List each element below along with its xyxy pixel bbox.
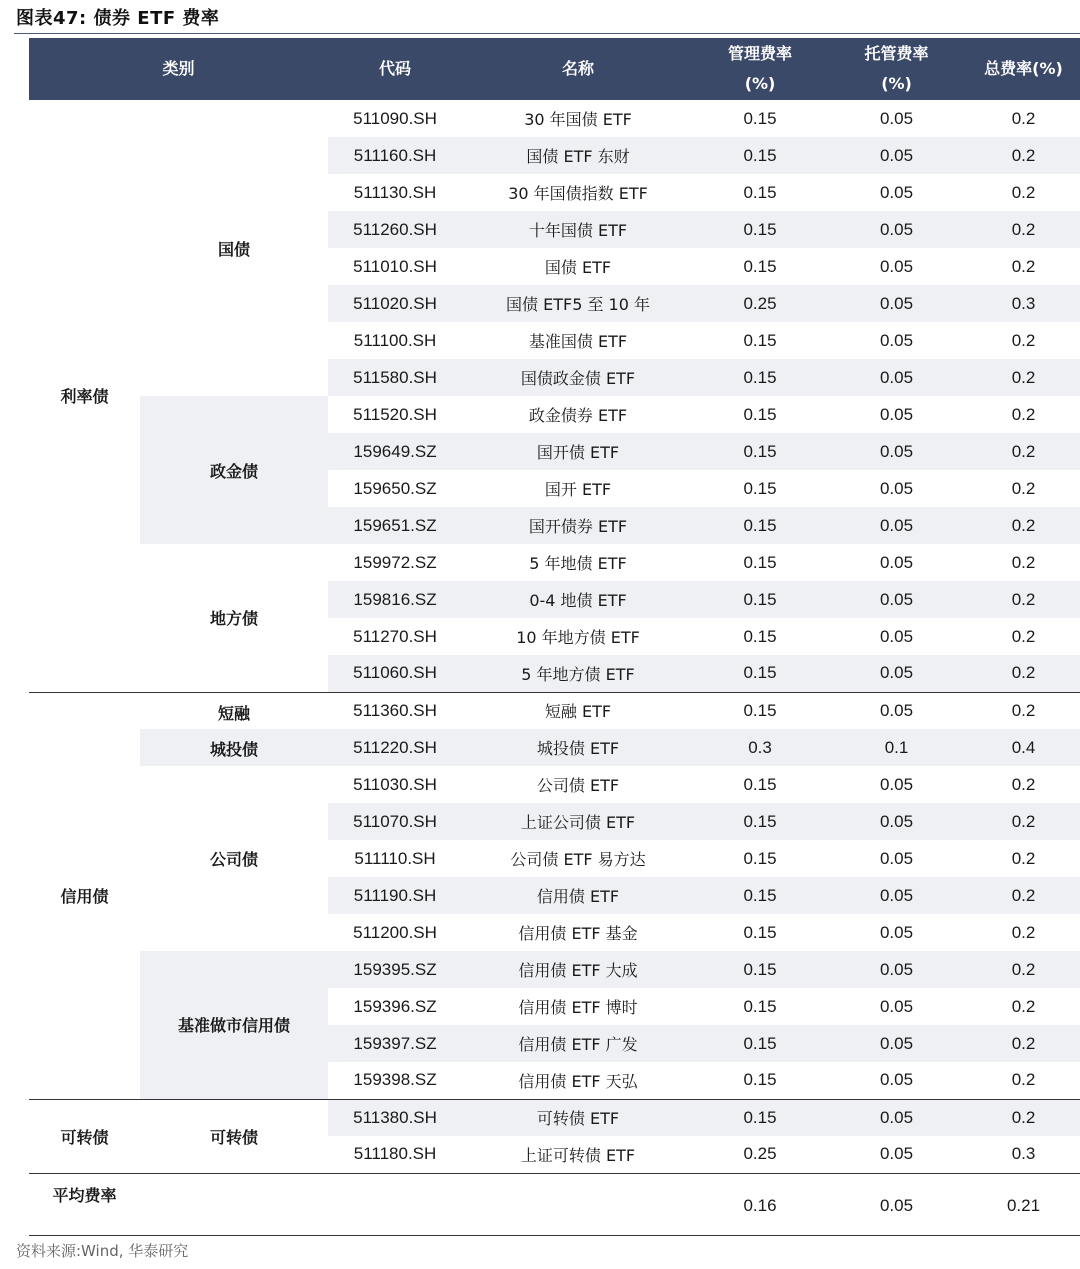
group-credit-bond: 信用债 (29, 692, 140, 1099)
cell-name: 城投债 ETF (462, 729, 694, 766)
cell-code: 159650.SZ (353, 478, 437, 498)
cell-code: 511110.SH (354, 848, 436, 868)
subgroup-treasury: 国债 (218, 239, 251, 259)
cell-name: 5 年地债 ETF (529, 554, 627, 573)
cell-name: 信用债 ETF 大成 (462, 951, 694, 988)
cell-mgmt-fee: 0.15 (743, 922, 777, 942)
cell-total-fee: 0.2 (1011, 922, 1036, 942)
cell-total-fee: 0.2 (967, 137, 1080, 174)
cell-name: 基准国债 ETF (528, 332, 628, 351)
cell-mgmt-fee: 0.15 (694, 951, 826, 988)
cell-name: 10 年地方债 ETF (516, 628, 640, 647)
cell-code: 511160.SH (328, 137, 462, 174)
page-title: 图表47: 债券 ETF 费率 (16, 8, 220, 29)
cell-name: 国开债 ETF (462, 433, 694, 470)
header-custody-fee-unit: (%) (881, 74, 912, 93)
header-name: 名称 (462, 38, 694, 100)
cell-code: 511130.SH (353, 182, 437, 202)
cell-custody-fee: 0.05 (826, 359, 967, 396)
cell-total-fee: 0.4 (967, 729, 1080, 766)
table-row (29, 766, 1080, 803)
cell-mgmt-fee: 0.15 (694, 655, 826, 692)
cell-custody-fee: 0.05 (879, 182, 914, 202)
cell-total-fee: 0.2 (967, 877, 1080, 914)
average-empty-name (462, 1173, 694, 1218)
table-bottom-divider (29, 1235, 1080, 1236)
cell-custody-fee: 0.05 (879, 552, 914, 572)
cell-code: 511260.SH (328, 211, 462, 248)
cell-code: 511060.SH (328, 655, 462, 692)
cell-mgmt-fee: 0.15 (743, 404, 777, 424)
cell-mgmt-fee: 0.15 (694, 877, 826, 914)
cell-custody-fee: 0.05 (826, 877, 967, 914)
cell-code: 159396.SZ (353, 996, 437, 1016)
cell-total-fee: 0.2 (1011, 996, 1036, 1016)
cell-code: 511010.SH (353, 256, 437, 276)
cell-mgmt-fee: 0.15 (743, 552, 777, 572)
header-mgmt-fee-unit: (%) (744, 74, 776, 93)
cell-name: 国开 ETF (544, 480, 612, 499)
cell-mgmt-fee: 0.15 (694, 581, 826, 618)
cell-code: 511180.SH (353, 1144, 437, 1164)
cell-code: 511220.SH (328, 729, 462, 766)
cell-custody-fee: 0.05 (826, 507, 967, 544)
average-total-fee: 0.21 (967, 1173, 1080, 1218)
subgroup-corporate: 公司债 (210, 850, 259, 869)
cell-mgmt-fee: 0.15 (743, 996, 777, 1016)
cell-total-fee: 0.2 (1011, 848, 1036, 868)
cell-mgmt-fee: 0.15 (694, 692, 826, 729)
cell-code: 159816.SZ (328, 581, 462, 618)
group-convertible: 可转债 (29, 1099, 140, 1173)
cell-mgmt-fee: 0.15 (743, 1070, 777, 1090)
cell-mgmt-fee: 0.15 (743, 848, 777, 868)
cell-name: 信用债 ETF 广发 (462, 1025, 694, 1062)
cell-code: 511270.SH (353, 626, 437, 646)
cell-mgmt-fee: 0.15 (743, 330, 777, 350)
cell-mgmt-fee: 0.15 (743, 182, 777, 202)
cell-custody-fee: 0.05 (879, 996, 914, 1016)
cell-code: 511030.SH (353, 774, 437, 794)
cell-name: 信用债 ETF 博时 (518, 998, 638, 1017)
cell-custody-fee: 0.05 (879, 1144, 914, 1164)
cell-mgmt-fee: 0.15 (743, 774, 777, 794)
table-header-row (29, 38, 1080, 100)
cell-custody-fee: 0.05 (879, 1070, 914, 1090)
cell-name: 信用债 ETF 基金 (518, 924, 638, 943)
cell-total-fee: 0.2 (1011, 108, 1036, 128)
cell-total-fee: 0.3 (1011, 1144, 1036, 1164)
cell-code: 511020.SH (328, 285, 462, 322)
cell-custody-fee: 0.05 (879, 108, 914, 128)
cell-name: 十年国债 ETF (462, 211, 694, 248)
cell-custody-fee: 0.05 (879, 848, 914, 868)
cell-mgmt-fee: 0.15 (743, 626, 777, 646)
header-total-fee: 总费率(%) (967, 38, 1080, 100)
header-category: 类别 (29, 38, 328, 100)
cell-mgmt-fee: 0.25 (694, 285, 826, 322)
cell-total-fee: 0.2 (967, 951, 1080, 988)
cell-code: 511520.SH (353, 404, 437, 424)
cell-mgmt-fee: 0.15 (694, 1025, 826, 1062)
cell-custody-fee: 0.05 (826, 285, 967, 322)
cell-mgmt-fee: 0.25 (743, 1144, 777, 1164)
cell-mgmt-fee: 0.15 (743, 478, 777, 498)
subgroup-short-financing: 短融 (140, 692, 328, 729)
cell-name: 国债 ETF (544, 258, 612, 277)
cell-name: 5 年地方债 ETF (462, 655, 694, 692)
cell-total-fee: 0.2 (1011, 774, 1036, 794)
cell-name: 上证可转债 ETF (520, 1145, 636, 1165)
average-custody-fee: 0.05 (826, 1173, 967, 1218)
cell-name: 可转债 ETF (462, 1099, 694, 1136)
cell-mgmt-fee: 0.15 (694, 433, 826, 470)
cell-code: 159398.SZ (353, 1070, 437, 1090)
cell-total-fee: 0.2 (967, 692, 1080, 729)
header-custody-fee (826, 38, 967, 100)
cell-total-fee: 0.2 (967, 507, 1080, 544)
cell-custody-fee: 0.05 (826, 433, 967, 470)
table-row (29, 100, 1080, 137)
average-row (29, 1173, 1080, 1218)
cell-custody-fee: 0.05 (826, 581, 967, 618)
table-row (29, 951, 1080, 988)
cell-code: 511090.SH (353, 108, 437, 128)
cell-name: 30 年国债指数 ETF (508, 184, 648, 203)
header-custody-fee-label: 托管费率 (864, 44, 929, 63)
cell-code: 511100.SH (353, 330, 437, 350)
cell-mgmt-fee: 0.15 (694, 1099, 826, 1136)
subgroup-local-gov: 地方债 (210, 609, 259, 629)
cell-name: 国债 ETF5 至 10 年 (462, 285, 694, 322)
cell-total-fee: 0.2 (967, 803, 1080, 840)
cell-mgmt-fee: 0.15 (694, 137, 826, 174)
header-code: 代码 (328, 38, 462, 100)
cell-custody-fee: 0.05 (879, 774, 914, 794)
cell-total-fee: 0.2 (967, 655, 1080, 692)
cell-custody-fee: 0.05 (826, 692, 967, 729)
cell-total-fee: 0.2 (1011, 626, 1036, 646)
table-row (29, 396, 1080, 433)
subgroup-benchmark-mm-credit: 基准做市信用债 (140, 951, 328, 1099)
title-divider (14, 33, 1080, 34)
header-mgmt-fee-label: 管理费率 (728, 44, 793, 63)
cell-mgmt-fee: 0.3 (694, 729, 826, 766)
table-row (29, 692, 1080, 729)
cell-name: 上证公司债 ETF (462, 803, 694, 840)
cell-mgmt-fee: 0.15 (694, 507, 826, 544)
subgroup-convertible: 可转债 (140, 1099, 328, 1173)
cell-name: 国债政金债 ETF (462, 359, 694, 396)
cell-custody-fee: 0.05 (879, 478, 914, 498)
cell-code: 511580.SH (328, 359, 462, 396)
cell-name: 30 年国债 ETF (524, 110, 632, 129)
cell-name: 公司债 ETF 易方达 (510, 850, 646, 869)
cell-total-fee: 0.2 (967, 211, 1080, 248)
cell-code: 159395.SZ (328, 951, 462, 988)
cell-code: 159397.SZ (328, 1025, 462, 1062)
cell-code: 159649.SZ (328, 433, 462, 470)
cell-name: 信用债 ETF (462, 877, 694, 914)
subgroup-urban-investment: 城投债 (140, 729, 328, 766)
cell-custody-fee: 0.05 (879, 626, 914, 646)
cell-name: 信用债 ETF 天弘 (518, 1071, 638, 1091)
cell-custody-fee: 0.05 (826, 211, 967, 248)
cell-name: 国开债券 ETF (462, 507, 694, 544)
cell-name: 公司债 ETF (536, 776, 620, 795)
cell-mgmt-fee: 0.15 (694, 211, 826, 248)
cell-custody-fee: 0.05 (879, 330, 914, 350)
cell-code: 159972.SZ (353, 552, 437, 572)
cell-mgmt-fee: 0.15 (743, 108, 777, 128)
cell-total-fee: 0.2 (1011, 182, 1036, 202)
table-row (29, 1099, 1080, 1136)
cell-custody-fee: 0.05 (826, 951, 967, 988)
cell-code: 159651.SZ (328, 507, 462, 544)
average-empty-code (328, 1173, 462, 1218)
cell-custody-fee: 0.05 (826, 137, 967, 174)
source-note: 资料来源:Wind, 华泰研究 (16, 1242, 189, 1260)
cell-total-fee: 0.3 (967, 285, 1080, 322)
cell-total-fee: 0.2 (967, 1025, 1080, 1062)
table-row (29, 544, 1080, 581)
cell-total-fee: 0.2 (967, 581, 1080, 618)
cell-total-fee: 0.2 (1011, 552, 1036, 572)
average-empty-subgroup (140, 1173, 328, 1218)
cell-name: 国债 ETF 东财 (462, 137, 694, 174)
cell-mgmt-fee: 0.15 (694, 359, 826, 396)
cell-total-fee: 0.2 (1011, 404, 1036, 424)
cell-custody-fee: 0.05 (879, 256, 914, 276)
cell-custody-fee: 0.05 (879, 922, 914, 942)
cell-name: 0-4 地债 ETF (462, 581, 694, 618)
cell-custody-fee: 0.05 (879, 404, 914, 424)
cell-name: 短融 ETF (462, 692, 694, 729)
bond-etf-fee-table (29, 38, 1080, 1218)
cell-mgmt-fee: 0.15 (743, 256, 777, 276)
cell-code: 511070.SH (328, 803, 462, 840)
average-mgmt-fee: 0.16 (694, 1173, 826, 1218)
average-label: 平均费率 (29, 1173, 140, 1218)
subgroup-policy-finance: 政金债 (140, 396, 328, 544)
table-row (29, 729, 1080, 766)
cell-code: 511360.SH (328, 692, 462, 729)
header-mgmt-fee (694, 38, 826, 100)
cell-total-fee: 0.2 (967, 1099, 1080, 1136)
cell-total-fee: 0.2 (1011, 478, 1036, 498)
cell-code: 511380.SH (328, 1099, 462, 1136)
cell-mgmt-fee: 0.15 (694, 803, 826, 840)
cell-custody-fee: 0.05 (826, 1025, 967, 1062)
cell-total-fee: 0.2 (1011, 256, 1036, 276)
cell-code: 511200.SH (353, 922, 437, 942)
cell-custody-fee: 0.05 (826, 803, 967, 840)
cell-total-fee: 0.2 (1011, 330, 1036, 350)
cell-custody-fee: 0.05 (826, 655, 967, 692)
cell-custody-fee: 0.1 (826, 729, 967, 766)
cell-code: 511190.SH (328, 877, 462, 914)
cell-total-fee: 0.2 (967, 359, 1080, 396)
cell-custody-fee: 0.05 (826, 1099, 967, 1136)
cell-name: 政金债券 ETF (528, 406, 628, 425)
cell-total-fee: 0.2 (1011, 1070, 1036, 1090)
group-rate-bond: 利率债 (60, 387, 109, 407)
cell-total-fee: 0.2 (967, 433, 1080, 470)
